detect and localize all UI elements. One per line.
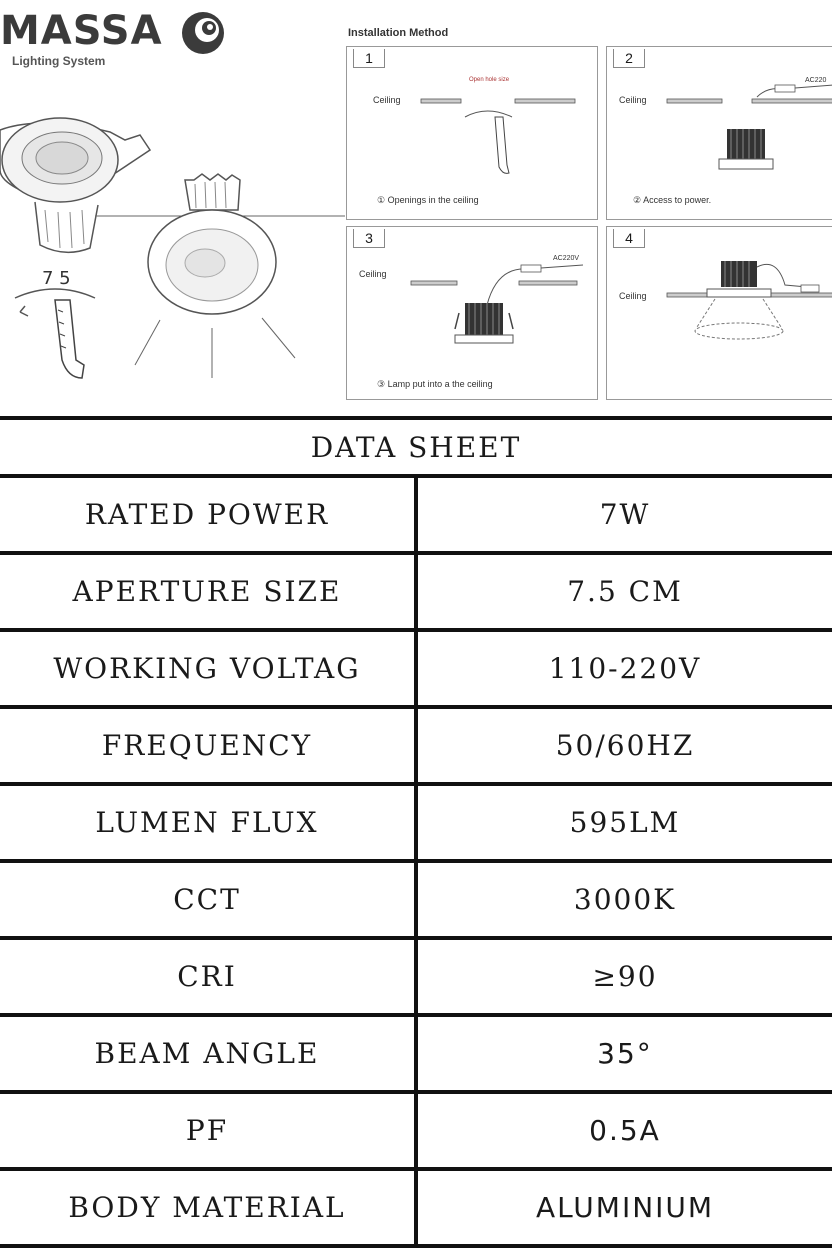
spec-value: 7W xyxy=(416,476,832,553)
table-row xyxy=(0,938,832,1015)
spec-label: BODY MATERIAL xyxy=(0,1169,416,1246)
table-row xyxy=(0,1092,832,1169)
spec-value: 0.5A xyxy=(416,1092,832,1169)
spec-value: 7.5 CM xyxy=(416,553,832,630)
spec-label: BEAM ANGLE xyxy=(0,1015,416,1092)
step-number: 2 xyxy=(613,49,645,68)
spec-value: 35° xyxy=(416,1015,832,1092)
table-row xyxy=(0,861,832,938)
cut-size-label: 7 5 xyxy=(42,268,71,289)
voltage-note: AC220 xyxy=(805,77,827,84)
install-step-4 xyxy=(606,226,832,400)
step-caption: ① Openings in the ceiling xyxy=(377,195,479,205)
brand-name: MASSA xyxy=(0,8,163,54)
table-row xyxy=(0,784,832,861)
spec-label: CCT xyxy=(0,861,416,938)
spec-label: LUMEN FLUX xyxy=(0,784,416,861)
spec-label: CRI xyxy=(0,938,416,1015)
spec-value: 50/60HZ xyxy=(416,707,832,784)
table-row xyxy=(0,1169,832,1246)
data-sheet-table xyxy=(0,416,832,1248)
step-number: 4 xyxy=(613,229,645,248)
voltage-note: AC220V xyxy=(553,255,580,262)
ceiling-label: Ceiling xyxy=(619,95,647,105)
ceiling-label: Ceiling xyxy=(619,291,647,301)
data-sheet-title: DATA SHEET xyxy=(0,418,832,476)
spec-label: PF xyxy=(0,1092,416,1169)
ceiling-label: Ceiling xyxy=(359,269,387,279)
spec-label: WORKING VOLTAG xyxy=(0,630,416,707)
spec-value: 110-220V xyxy=(416,630,832,707)
brand-logo-icon xyxy=(180,10,226,56)
lamp-insert-drawing xyxy=(347,227,598,400)
step-number: 1 xyxy=(353,49,385,68)
step-number: 3 xyxy=(353,229,385,248)
spec-value: ALUMINIUM xyxy=(416,1169,832,1246)
data-sheet-header-row xyxy=(0,418,832,476)
install-step-2 xyxy=(606,46,832,220)
step-caption: ② Access to power. xyxy=(633,195,712,205)
spec-value: 595LM xyxy=(416,784,832,861)
table-row xyxy=(0,630,832,707)
spec-value: ≥90 xyxy=(416,938,832,1015)
downlight-product-drawing xyxy=(0,60,345,400)
installed-lamp-drawing xyxy=(607,227,832,400)
hole-size-note: Open hole size xyxy=(469,77,510,83)
spec-label: APERTURE SIZE xyxy=(0,553,416,630)
spec-label: RATED POWER xyxy=(0,476,416,553)
install-step-1 xyxy=(346,46,598,220)
product-illustration-area xyxy=(0,0,832,416)
table-row xyxy=(0,707,832,784)
spec-value: 3000K xyxy=(416,861,832,938)
ceiling-label: Ceiling xyxy=(373,95,401,105)
step-caption: ③ Lamp put into a the ceiling xyxy=(377,379,493,389)
brand-tagline: Lighting System xyxy=(12,54,106,68)
installation-title: Installation Method xyxy=(348,27,449,39)
install-step-3 xyxy=(346,226,598,400)
spec-label: FREQUENCY xyxy=(0,707,416,784)
table-row xyxy=(0,476,832,553)
table-row xyxy=(0,553,832,630)
table-row xyxy=(0,1015,832,1092)
